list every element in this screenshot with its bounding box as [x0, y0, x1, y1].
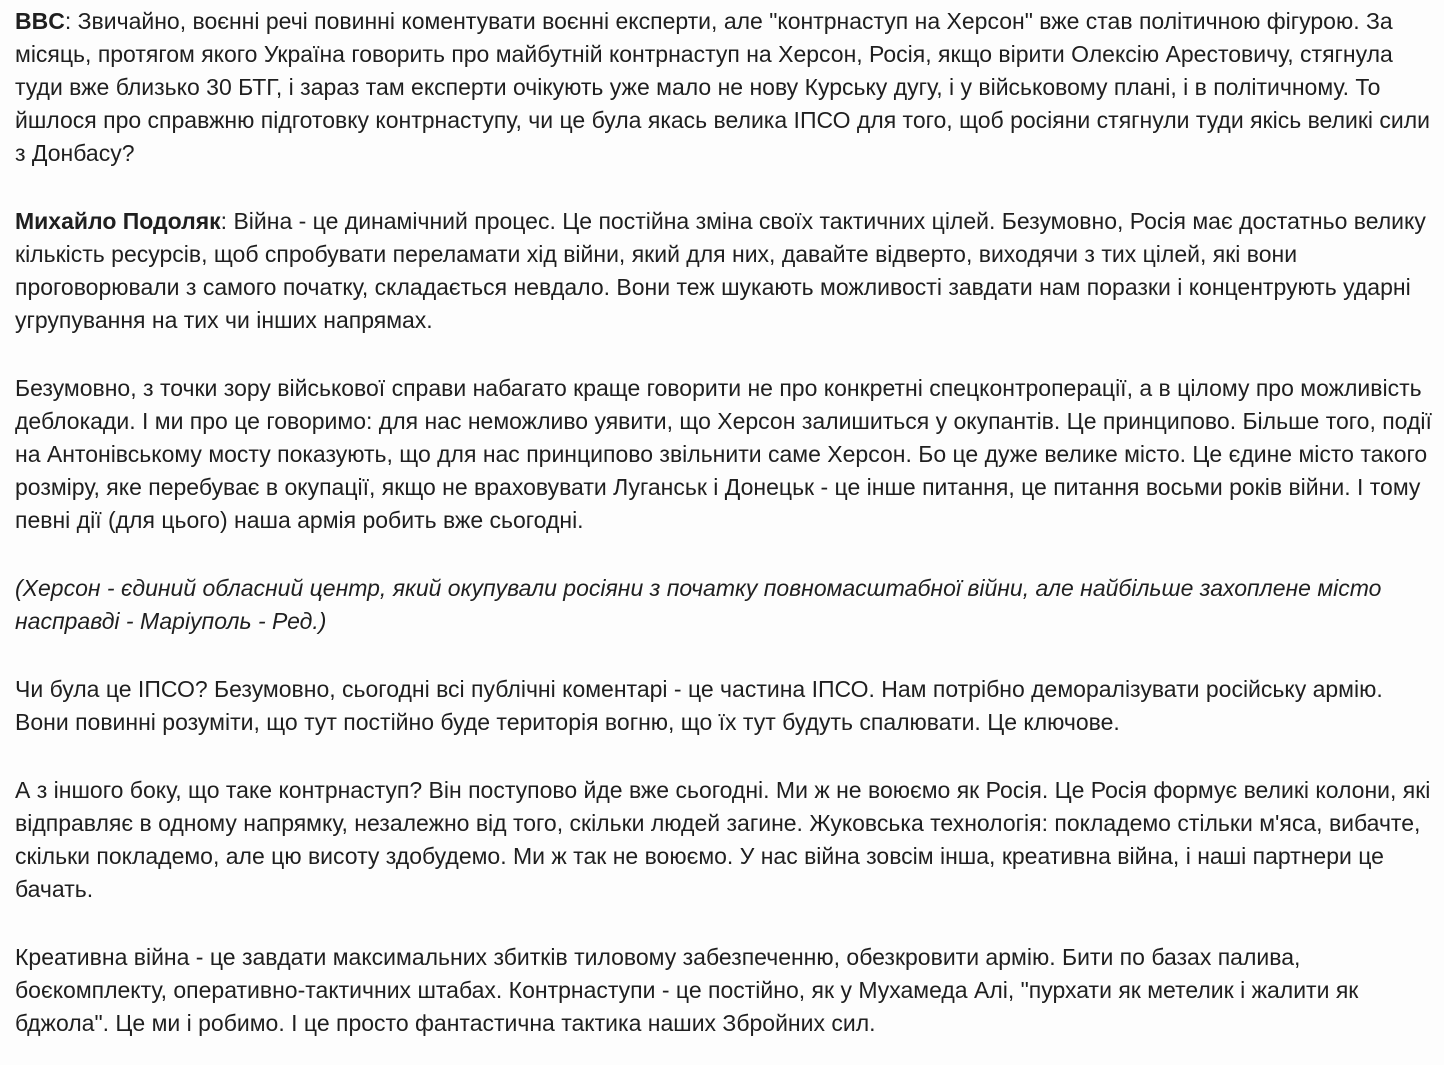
- paragraph-text: : Війна - це динамічний процес. Це постійна зміна своїх тактичних цілей. Безумовно, Росія має достатньо велику кількість ресурсів, щоб спробувати переламати хід війни, який для них, давайте відверто, виходячи з тих цілей, які вони проговорювали з самого початку, складається невдало. Вони теж шукають можливості завдати нам поразки і концентрують ударні угрупування на тих чи інших напрямах.: [15, 208, 1426, 333]
- interview-answer-paragraph: [15, 205, 1432, 337]
- answer-paragraph: [15, 774, 1432, 906]
- paragraph-text: А з іншого боку, що таке контрнаступ? Він поступово йде вже сьогодні. Ми ж не воюємо як Росія. Це Росія формує великі колони, які відправляє в одному напрямку, незалежно від того, скільки людей загине. Жуковська технологія: покладемо стільки м'яса, вибачте, скільки покладемо, але цю висоту здобудемо. Ми ж так не воюємо. У нас війна зовсім інша, креативна війна, і наші партнери це бачать.: [15, 777, 1431, 902]
- paragraph-text: Креативна війна - це завдати максимальних збитків тиловому забезпеченню, обезкровити армію. Бити по базах палива, боєкомплекту, оперативно-тактичних штабах. Контрнаступи - це постійно, як у Мухамеда Алі, "пурхати як метелик і жалити як бджола". Це ми і робимо. І це просто фантастична тактика наших Збройних сил.: [15, 944, 1359, 1036]
- paragraph-text: (Херсон - єдиний обласний центр, який окупували росіяни з початку повномасштабної війни, але найбільше захоплене місто насправді - Маріуполь - Ред.): [15, 575, 1382, 634]
- paragraph-text: : Звичайно, воєнні речі повинні коментувати воєнні експерти, але "контрнаступ на Херсон" вже став політичною фігурою. За місяць, протягом якого Україна говорить про майбутній контрнаступ на Херсон, Росія, якщо вірити Олексію Арестовичу, стягнула туди вже близько 30 БТГ, і зараз там експерти очікують уже мало не нову Курську дугу, і у військовому плані, і в політичному. То йшлося про справжню підготовку контрнаступу, чи це була якась велика ІПСО для того, щоб росіяни стягнули туди якісь великі сили з Донбасу?: [15, 8, 1431, 166]
- interview-question-paragraph: [15, 5, 1432, 170]
- answer-paragraph: [15, 673, 1432, 739]
- editor-note-paragraph: [15, 572, 1432, 638]
- speaker-name: BBC: [15, 8, 65, 34]
- answer-paragraph: [15, 372, 1432, 537]
- paragraph-text: Чи була це ІПСО? Безумовно, сьогодні всі публічні коментарі - це частина ІПСО. Нам потрібно деморалізувати російську армію. Вони повинні розуміти, що тут постійно буде територія вогню, що їх тут будуть спалювати. Це ключове.: [15, 676, 1383, 735]
- speaker-name: Михайло Подоляк: [15, 208, 221, 234]
- answer-paragraph: [15, 941, 1432, 1040]
- paragraph-text: Безумовно, з точки зору військової справи набагато краще говорити не про конкретні спецконтроперації, а в цілому про можливість деблокади. І ми про це говоримо: для нас неможливо уявити, що Херсон залишиться у окупантів. Це принципово. Більше того, події на Антонівському мосту показують, що для нас принципово звільнити саме Херсон. Бо це дуже велике місто. Це єдине місто такого розміру, яке перебуває в окупації, якщо не враховувати Луганськ і Донецьк - це інше питання, це питання восьми років війни. І тому певні дії (для цього) наша армія робить вже сьогодні.: [15, 375, 1432, 533]
